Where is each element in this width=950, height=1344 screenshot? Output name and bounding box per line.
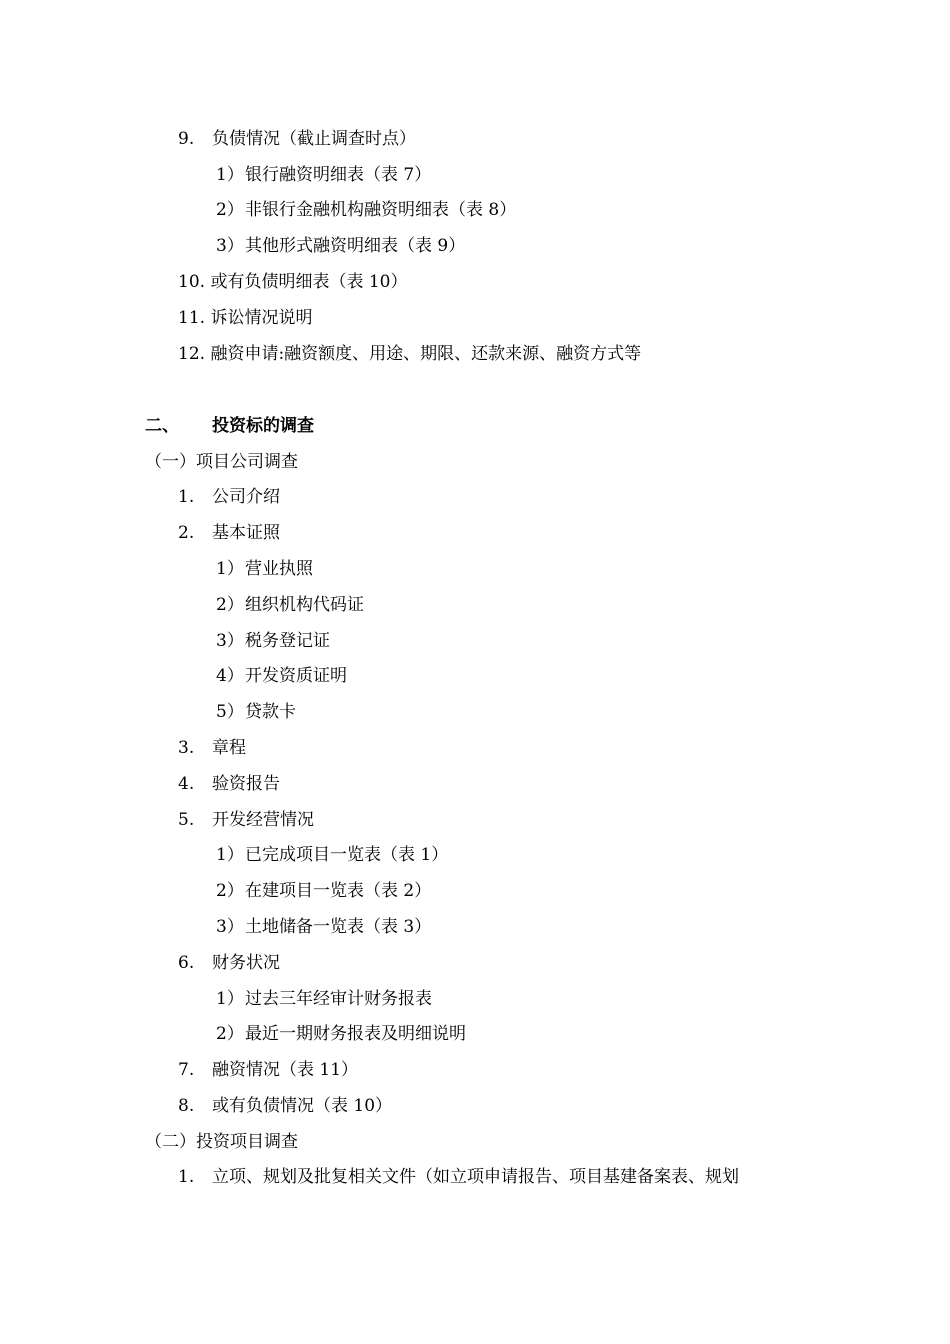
item-text: 贷款卡 — [245, 702, 296, 722]
list-item — [178, 271, 407, 293]
item-number: 2） — [216, 595, 244, 615]
item-number: 1. — [178, 1167, 195, 1187]
item-text: 章程 — [212, 738, 246, 758]
list-subitem — [216, 630, 330, 652]
list-item — [178, 486, 280, 508]
item-number: 8. — [178, 1096, 195, 1116]
item-text: 10. 或有负债明细表（表 10） — [178, 272, 408, 292]
list-item — [178, 737, 246, 759]
item-number: 1） — [216, 165, 244, 185]
subsection-title: （二）投资项目调查 — [145, 1132, 298, 1152]
item-number: 2） — [216, 881, 244, 901]
list-subitem — [216, 1023, 466, 1045]
list-subitem — [216, 199, 516, 221]
list-subitem — [216, 988, 432, 1010]
item-number: 9. — [178, 129, 195, 149]
item-text: 开发资质证明 — [245, 666, 347, 686]
list-subitem — [216, 701, 296, 723]
list-subitem — [216, 558, 313, 580]
item-number: 3） — [216, 631, 244, 651]
item-number: 7. — [178, 1060, 195, 1080]
item-text: 财务状况 — [212, 953, 280, 973]
item-number: 2） — [216, 1024, 244, 1044]
item-number: 3） — [216, 236, 244, 256]
section-heading — [145, 415, 314, 437]
item-number: 5. — [178, 810, 195, 830]
item-number: 1） — [216, 559, 244, 579]
list-item — [178, 128, 416, 150]
item-text: 在建项目一览表（表 2） — [245, 881, 432, 901]
item-text: 基本证照 — [212, 523, 280, 543]
subsection-heading — [145, 1131, 298, 1153]
item-text: 11. 诉讼情况说明 — [178, 308, 313, 328]
section-title: 投资标的调查 — [212, 416, 314, 436]
list-item — [178, 1059, 358, 1081]
item-text: 营业执照 — [245, 559, 313, 579]
item-text: 土地储备一览表（表 3） — [245, 917, 432, 937]
subsection-title: （一）项目公司调查 — [145, 452, 298, 472]
list-subitem — [216, 880, 431, 902]
item-text: 开发经营情况 — [212, 810, 314, 830]
item-number: 3. — [178, 738, 195, 758]
item-text: 12. 融资申请:融资额度、用途、期限、还款来源、融资方式等 — [178, 344, 642, 364]
item-number: 2. — [178, 523, 195, 543]
list-subitem — [216, 235, 465, 257]
list-item — [178, 1095, 392, 1117]
item-number: 4. — [178, 774, 195, 794]
item-text: 其他形式融资明细表（表 9） — [245, 236, 466, 256]
item-text: 已完成项目一览表（表 1） — [245, 845, 449, 865]
item-text: 立项、规划及批复相关文件（如立项申请报告、项目基建备案表、规划 — [212, 1167, 739, 1187]
item-number: 1. — [178, 487, 195, 507]
subsection-heading — [145, 451, 298, 473]
list-subitem — [216, 164, 431, 186]
list-item — [178, 1166, 739, 1188]
item-number: 4） — [216, 666, 244, 686]
item-number: 6. — [178, 953, 195, 973]
list-item — [178, 952, 280, 974]
list-item — [178, 522, 280, 544]
list-subitem — [216, 665, 347, 687]
item-text: 过去三年经审计财务报表 — [245, 989, 432, 1009]
list-item — [178, 343, 641, 365]
section-number: 二、 — [145, 416, 179, 436]
list-subitem — [216, 916, 431, 938]
item-text: 融资情况（表 11） — [212, 1060, 359, 1080]
list-subitem — [216, 594, 364, 616]
item-text: 或有负债情况（表 10） — [212, 1096, 393, 1116]
item-text: 验资报告 — [212, 774, 280, 794]
item-number: 3） — [216, 917, 244, 937]
item-number: 5） — [216, 702, 244, 722]
item-text: 税务登记证 — [245, 631, 330, 651]
list-item — [178, 809, 314, 831]
item-text: 组织机构代码证 — [245, 595, 364, 615]
item-number: 1） — [216, 989, 244, 1009]
item-text: 负债情况（截止调查时点） — [212, 129, 416, 149]
item-text: 银行融资明细表（表 7） — [245, 165, 432, 185]
list-item — [178, 307, 312, 329]
item-number: 1） — [216, 845, 244, 865]
item-text: 公司介绍 — [212, 487, 280, 507]
item-text: 非银行金融机构融资明细表（表 8） — [245, 200, 517, 220]
item-number: 2） — [216, 200, 244, 220]
item-text: 最近一期财务报表及明细说明 — [245, 1024, 466, 1044]
list-item — [178, 773, 280, 795]
list-subitem — [216, 844, 448, 866]
